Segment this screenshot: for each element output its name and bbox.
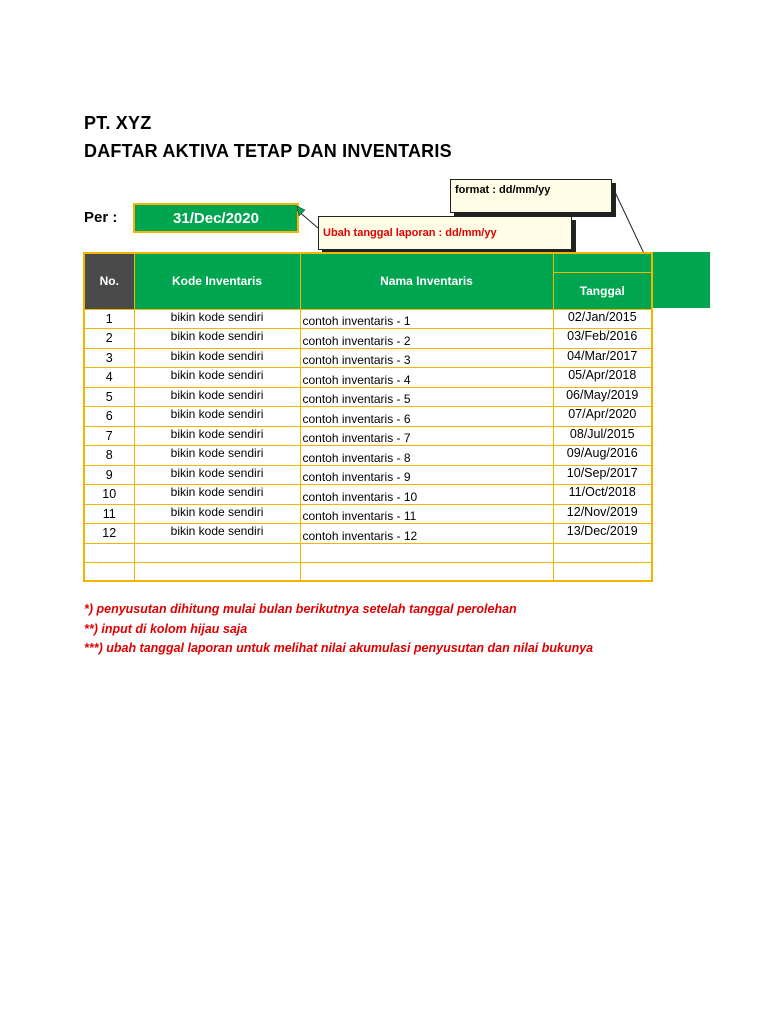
empty-cell-no[interactable] bbox=[84, 543, 134, 562]
cell-no[interactable]: 6 bbox=[84, 407, 134, 427]
cell-nama[interactable]: contoh inventaris - 9 bbox=[300, 465, 553, 485]
cell-nama[interactable]: contoh inventaris - 5 bbox=[300, 387, 553, 407]
cell-nama[interactable]: contoh inventaris - 3 bbox=[300, 348, 553, 368]
cell-kode[interactable]: bikin kode sendiri bbox=[134, 504, 300, 524]
cell-tanggal[interactable]: 04/Mar/2017 bbox=[553, 348, 652, 368]
cell-tanggal[interactable]: 11/Oct/2018 bbox=[553, 485, 652, 505]
cell-kode[interactable]: bikin kode sendiri bbox=[134, 524, 300, 544]
table-row bbox=[84, 348, 652, 368]
table-row bbox=[84, 368, 652, 388]
cell-nama[interactable]: contoh inventaris - 6 bbox=[300, 407, 553, 427]
empty-cell-nama[interactable] bbox=[300, 562, 553, 581]
table-row bbox=[84, 465, 652, 485]
cell-nama[interactable]: contoh inventaris - 12 bbox=[300, 524, 553, 544]
cell-tanggal[interactable]: 03/Feb/2016 bbox=[553, 329, 652, 349]
header-tanggal-cell bbox=[553, 253, 652, 309]
cell-tanggal[interactable]: 08/Jul/2015 bbox=[553, 426, 652, 446]
empty-cell-tanggal[interactable] bbox=[553, 562, 652, 581]
cell-tanggal[interactable]: 05/Apr/2018 bbox=[553, 368, 652, 388]
company-name: PT. XYZ bbox=[84, 113, 152, 133]
table-row bbox=[84, 524, 652, 544]
cell-no[interactable]: 5 bbox=[84, 387, 134, 407]
table-row bbox=[84, 504, 652, 524]
table-row bbox=[84, 485, 652, 505]
cell-nama[interactable]: contoh inventaris - 8 bbox=[300, 446, 553, 466]
cell-kode[interactable]: bikin kode sendiri bbox=[134, 387, 300, 407]
footnote-2: **) input di kolom hijau saja bbox=[84, 622, 248, 636]
cell-nama[interactable]: contoh inventaris - 11 bbox=[300, 504, 553, 524]
table-row bbox=[84, 387, 652, 407]
empty-cell-nama[interactable] bbox=[300, 543, 553, 562]
empty-cell-no[interactable] bbox=[84, 562, 134, 581]
cell-no[interactable]: 1 bbox=[84, 309, 134, 329]
cell-tanggal[interactable]: 13/Dec/2019 bbox=[553, 524, 652, 544]
cell-kode[interactable]: bikin kode sendiri bbox=[134, 329, 300, 349]
cell-no[interactable]: 12 bbox=[84, 524, 134, 544]
cell-kode[interactable]: bikin kode sendiri bbox=[134, 348, 300, 368]
cell-nama[interactable]: contoh inventaris - 10 bbox=[300, 485, 553, 505]
table-header-row bbox=[84, 253, 652, 309]
cell-tanggal[interactable]: 10/Sep/2017 bbox=[553, 465, 652, 485]
cell-nama[interactable]: contoh inventaris - 4 bbox=[300, 368, 553, 388]
cell-kode[interactable]: bikin kode sendiri bbox=[134, 407, 300, 427]
report-date-input[interactable]: 31/Dec/2020 bbox=[133, 203, 299, 233]
cell-tanggal[interactable]: 07/Apr/2020 bbox=[553, 407, 652, 427]
change-date-note: Ubah tanggal laporan : dd/mm/yy bbox=[318, 216, 572, 250]
inventory-table bbox=[83, 252, 653, 582]
header-kode: Kode Inventaris bbox=[134, 253, 300, 309]
cell-nama[interactable]: contoh inventaris - 2 bbox=[300, 329, 553, 349]
table-row bbox=[84, 446, 652, 466]
footnote-1: *) penyusutan dihitung mulai bulan berikutnya setelah tanggal perolehan bbox=[84, 602, 517, 616]
footnote-3: ***) ubah tanggal laporan untuk melihat nilai akumulasi penyusutan dan nilai bukunya bbox=[84, 641, 594, 655]
cell-kode[interactable]: bikin kode sendiri bbox=[134, 368, 300, 388]
cell-kode[interactable]: bikin kode sendiri bbox=[134, 309, 300, 329]
cell-no[interactable]: 7 bbox=[84, 426, 134, 446]
table-row bbox=[84, 329, 652, 349]
table-row bbox=[84, 407, 652, 427]
empty-cell-kode[interactable] bbox=[134, 543, 300, 562]
table-row bbox=[84, 426, 652, 446]
report-date-label: Per : bbox=[84, 209, 118, 226]
table-body bbox=[84, 309, 652, 581]
cell-no[interactable]: 9 bbox=[84, 465, 134, 485]
header-nama: Nama Inventaris bbox=[300, 253, 553, 309]
cell-nama[interactable]: contoh inventaris - 7 bbox=[300, 426, 553, 446]
cell-tanggal[interactable]: 12/Nov/2019 bbox=[553, 504, 652, 524]
header-tanggal: Tanggal bbox=[554, 272, 652, 309]
format-note: format : dd/mm/yy bbox=[450, 179, 612, 213]
connector-line bbox=[297, 210, 318, 228]
cell-tanggal[interactable]: 06/May/2019 bbox=[553, 387, 652, 407]
cell-kode[interactable]: bikin kode sendiri bbox=[134, 465, 300, 485]
document-title: DAFTAR AKTIVA TETAP DAN INVENTARIS bbox=[84, 141, 452, 161]
cell-kode[interactable]: bikin kode sendiri bbox=[134, 426, 300, 446]
empty-row bbox=[84, 562, 652, 581]
cell-no[interactable]: 2 bbox=[84, 329, 134, 349]
empty-cell-tanggal[interactable] bbox=[553, 543, 652, 562]
cell-kode[interactable]: bikin kode sendiri bbox=[134, 446, 300, 466]
cell-tanggal[interactable]: 02/Jan/2015 bbox=[553, 309, 652, 329]
cell-no[interactable]: 3 bbox=[84, 348, 134, 368]
cell-nama[interactable]: contoh inventaris - 1 bbox=[300, 309, 553, 329]
cell-no[interactable]: 4 bbox=[84, 368, 134, 388]
empty-cell-kode[interactable] bbox=[134, 562, 300, 581]
cell-no[interactable]: 8 bbox=[84, 446, 134, 466]
table-row bbox=[84, 309, 652, 329]
cell-no[interactable]: 11 bbox=[84, 504, 134, 524]
cell-tanggal[interactable]: 09/Aug/2016 bbox=[553, 446, 652, 466]
cell-no[interactable]: 10 bbox=[84, 485, 134, 505]
cell-kode[interactable]: bikin kode sendiri bbox=[134, 485, 300, 505]
header-no: No. bbox=[84, 253, 134, 309]
empty-row bbox=[84, 543, 652, 562]
